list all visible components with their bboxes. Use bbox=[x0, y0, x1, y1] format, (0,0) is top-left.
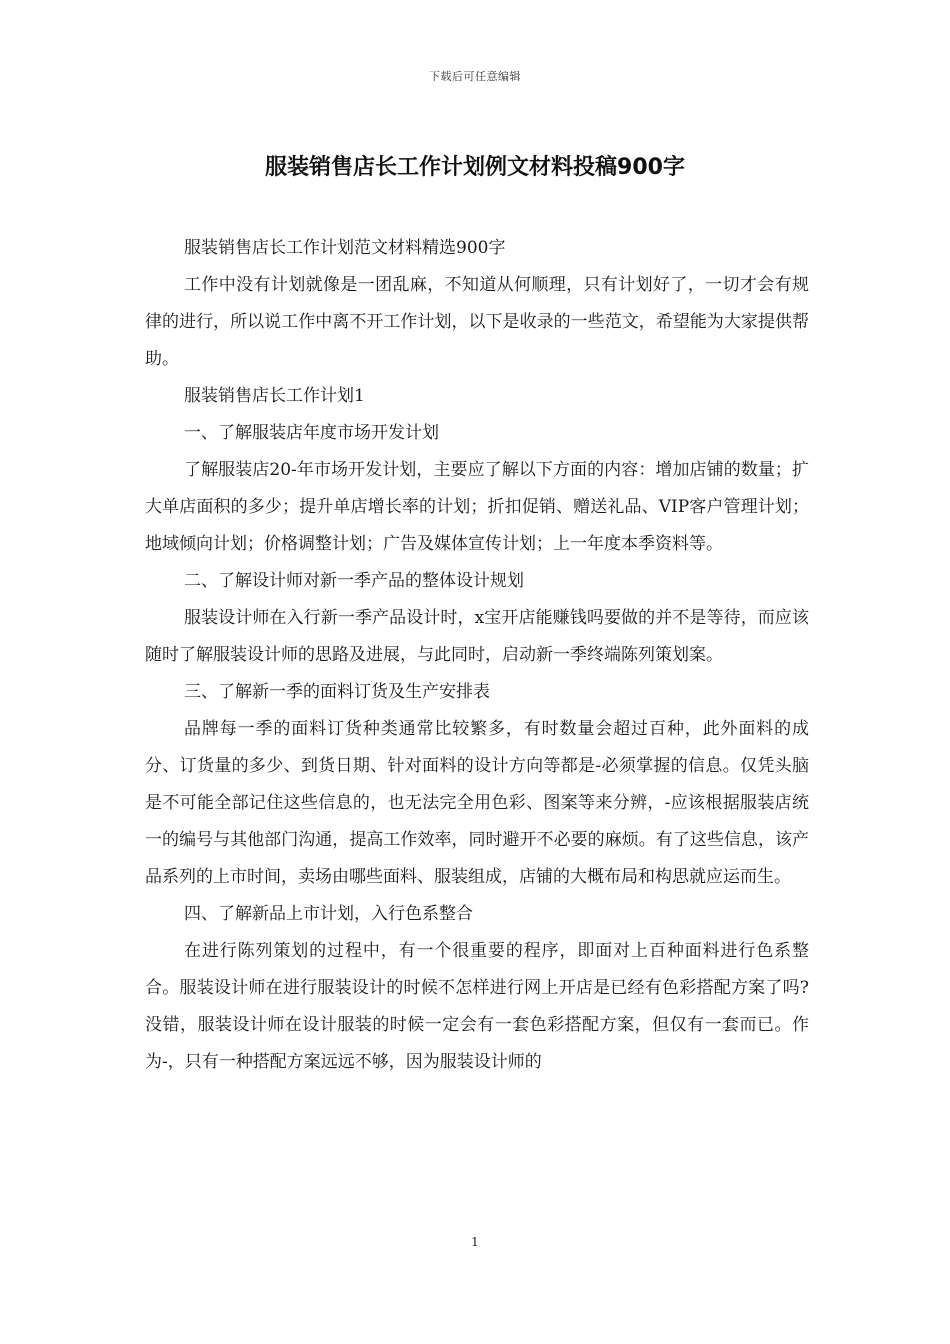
section-heading-1: 一、了解服装店年度市场开发计划 bbox=[184, 423, 439, 443]
section-heading-3: 三、了解新一季的面料订货及生产安排表 bbox=[184, 682, 490, 702]
paragraph-subtitle: 服装销售店长工作计划范文材料精选900字 bbox=[184, 238, 506, 258]
section-heading-4: 四、了解新品上市计划，入行色系整合 bbox=[184, 904, 473, 924]
paragraph-section-3: 品牌每一季的面料订货种类通常比较繁多，有时数量会超过百种，此外面料的成分、订货量的多少、到货日期、针对面料的设计方向等都是-必须掌握的信息。仅凭头脑是不可能全部记住这些信息的，也无法完全用色彩、图案等来分辨，-应该根据服装店统一的编号与其他部门沟通，提高工作效率，同时避开不必要的麻烦。有了这些信息，该产品系列的上市时间，卖场由哪些面料、服装组成，店铺的大概布局和构思就应运而生。 bbox=[145, 719, 809, 887]
section-heading-2: 二、了解设计师对新一季产品的整体设计规划 bbox=[184, 571, 524, 591]
page-header-note: 下载后可任意编辑 bbox=[429, 70, 521, 83]
document-title: 服装销售店长工作计划例文材料投稿900字 bbox=[265, 155, 685, 180]
document-body bbox=[145, 230, 809, 1081]
section-heading-plan-1: 服装销售店长工作计划1 bbox=[184, 386, 365, 406]
paragraph-section-4: 在进行陈列策划的过程中，有一个很重要的程序，即面对上百种面料进行色系整合。服装设计师在进行服装设计的时候不怎样进行网上开店是已经有色彩搭配方案了吗?没错，服装设计师在设计服装的时候一定会有一套色彩搭配方案，但仅有一套而已。作为-，只有一种搭配方案远远不够，因为服装设计师的 bbox=[145, 941, 809, 1072]
paragraph-intro: 工作中没有计划就像是一团乱麻，不知道从何顺理，只有计划好了，一切才会有规律的进行，所以说工作中离不开工作计划，以下是收录的一些范文，希望能为大家提供帮助。 bbox=[145, 275, 809, 369]
paragraph-section-1: 了解服装店20-年市场开发计划，主要应了解以下方面的内容：增加店铺的数量；扩大单店面积的多少；提升单店增长率的计划；折扣促销、赠送礼品、VIP客户管理计划；地域倾向计划；价格调整计划；广告及媒体宣传计划；上一年度本季资料等。 bbox=[145, 460, 809, 554]
paragraph-section-2: 服装设计师在入行新一季产品设计时，x宝开店能赚钱吗要做的并不是等待，而应该随时了解服装设计师的思路及进展，与此同时，启动新一季终端陈列策划案。 bbox=[145, 608, 809, 665]
page-number: 1 bbox=[471, 1235, 479, 1249]
